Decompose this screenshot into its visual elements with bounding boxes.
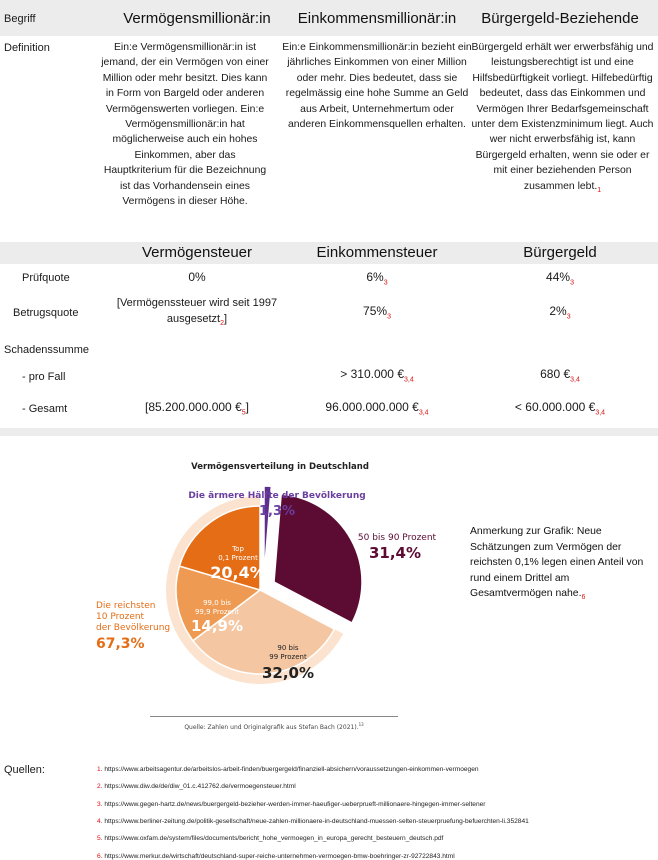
source-number: 2.: [97, 783, 105, 791]
column-header-buergergeld-beziehende: Bürgergeld-Beziehende: [481, 10, 639, 27]
column-header-einkommensmillionaer: Einkommensmillionär:in: [297, 10, 457, 27]
pruefquote-vermoegensteuer: 0%: [188, 270, 206, 284]
value: 75%: [363, 304, 388, 318]
value: 680 €: [540, 367, 571, 381]
footnote-ref: 3: [566, 313, 571, 321]
pruefquote-buergergeld: [462, 270, 658, 286]
definition-buergergeld-text: Bürgergeld erhält wer erwerbsfähig und leistungsberechtigt ist und eine Hilfsbedürftigkeit vorliegt. Hilfebedürftig bedeutet, dass das Einkommen und Vermögen Ihrer Bedarfsgemeinschaft unter dem Existenzminimum liegt. Auch wer nicht erwerbsfähig ist, kann Bürgergeld erhalten, wenn sie oder er mit einer beziehenden Person zusammen lebt.: [471, 42, 654, 192]
column-header-buergergeld: Bürgergeld: [523, 244, 597, 261]
label-poorer-half: Die ärmere Hälfte der Bevölkerung: [188, 491, 366, 501]
source-item[interactable]: [97, 801, 486, 808]
definition-buergergeld: [470, 40, 655, 198]
gesamt-buergergeld: [462, 400, 658, 416]
source-number: 5.: [97, 835, 105, 843]
label-99-999-line2: 99,9 Prozent: [194, 608, 240, 616]
value: > 310.000 €: [340, 367, 404, 381]
value: [85.200.000.000 €: [144, 400, 242, 414]
value-99-999: 14,9%: [190, 617, 244, 635]
value-top-01: 20,4%: [210, 563, 266, 582]
definition-vermoegensmillionaer: Ein:e Vermögensmillionär:in ist jemand, der ein Vermögen von einer Million oder mehr besitzt. Dies kann in Form von Bargeld oder anderen Vermögenswerten vorliegen. Ein:e Vermögensmillionär:in hat möglicherweise auch ein hohes Einkommen, aber das Hauptkriterium für die Bezeichnung ist das Vorhandensein eines Vermögens in dieser Höhe.: [101, 42, 269, 208]
source-link[interactable]: https://www.merkur.de/wirtschaft/deutschland-super-reiche-unternehmen-vermoegen-bmw-boehringer-zr-92722843.html: [104, 852, 455, 860]
gesamt-einkommensteuer: [272, 400, 482, 416]
label-50-90: 50 bis 90 Prozent: [357, 533, 437, 543]
column-header-vermoegensteuer: Vermögensteuer: [141, 244, 253, 261]
label-top-01-line2: 0,1 Prozent: [218, 554, 258, 562]
chart-annotation-text: Anmerkung zur Grafik: Neue Schätzungen zum Vermögen der reichsten 0,1% legen einen Anteil von rund einem Drittel am Gesamtvermögen nahe.: [470, 526, 644, 599]
source-rule: [150, 716, 398, 717]
value: 6%: [366, 270, 384, 284]
value-richest-10: 67,3%: [96, 636, 145, 652]
label-90-99-line1: 90 bis: [277, 644, 299, 652]
pruefquote-einkommensteuer: [272, 270, 482, 286]
column-header-vermoegensmillionaer: Vermögensmillionär:in: [123, 10, 271, 27]
label-richest-10-line1: Die reichsten: [96, 601, 156, 611]
value: 44%: [546, 270, 571, 284]
column-header-begriff: Begriff: [4, 13, 36, 25]
betrugsquote-buergergeld: [462, 304, 658, 320]
source-number: 3.: [97, 800, 105, 808]
label-richest-10-line2: 10 Prozent: [96, 612, 145, 622]
row-label-betrugsquote: Betrugsquote: [13, 307, 79, 319]
value: 2%: [549, 304, 567, 318]
value: 96.000.000.000 €: [325, 400, 419, 414]
footnote-ref: 3,4: [595, 409, 606, 417]
gesamt-vermoegensteuer: [92, 400, 302, 416]
source-item[interactable]: [97, 818, 529, 825]
bracket: ]: [245, 400, 249, 414]
source-link[interactable]: https://www.berliner-zeitung.de/politik-gesellschaft/neue-zahlen-millionaere-in-deutschland-muessen-selten-steuerpruefung-befuerchten-li.352841: [104, 817, 529, 825]
bracket: ]: [224, 313, 228, 325]
chart-source: [150, 722, 398, 731]
footnote-ref: 1: [597, 186, 602, 194]
chart-source-ref: 13: [358, 722, 364, 727]
betrugsquote-einkommensteuer: [272, 304, 482, 320]
row-label-pruefquote: Prüfquote: [22, 272, 70, 284]
sources-label: Quellen:: [4, 764, 45, 776]
value-poorer-half: 1,3%: [258, 504, 296, 519]
label-99-999-line1: 99,0 bis: [203, 599, 231, 607]
value-90-99: 32,0%: [261, 664, 315, 682]
betrugsquote-vermoegensteuer: [92, 295, 302, 332]
label-top-01-line1: Top: [232, 545, 244, 553]
source-item[interactable]: [97, 835, 443, 842]
footnote-ref: 2: [220, 320, 225, 328]
value-line2: ausgesetzt: [166, 313, 221, 325]
source-number: 1.: [97, 766, 105, 773]
footnote-ref: 3: [383, 279, 388, 287]
row-label-pro-fall: - pro Fall: [22, 371, 66, 383]
pro-fall-einkommensteuer: [272, 367, 482, 383]
chart-annotation: [470, 524, 650, 606]
label-richest-10-line3: der Bevölkerung: [96, 623, 171, 633]
source-link[interactable]: https://www.arbeitsagentur.de/arbeitslos-arbeit-finden/buergergeld/finanziell-absichern/voraussetzungen-einkommen-vermoegen: [104, 766, 479, 773]
footnote-ref: 3: [387, 313, 391, 321]
footnote-ref: 3,4: [570, 376, 580, 384]
source-link[interactable]: https://www.oxfam.de/system/files/documents/bericht_hohe_vermoegen_in_europa_gerecht_besteuern_deutsch.pdf: [104, 835, 444, 843]
footnote-ref: 6: [581, 594, 586, 602]
label-90-99-line2: 99 Prozent: [269, 653, 307, 661]
row-label-definition: Definition: [4, 42, 50, 54]
chart-title: Vermögensverteilung in Deutschland: [191, 462, 369, 472]
chart-divider-band: [0, 428, 658, 436]
footnote-ref: 3,4: [404, 376, 414, 384]
source-number: 4.: [97, 817, 105, 825]
column-header-einkommensteuer: Einkommensteuer: [316, 244, 438, 261]
row-label-gesamt: - Gesamt: [22, 403, 68, 415]
source-item[interactable]: [97, 853, 455, 860]
pro-fall-buergergeld: [462, 367, 658, 383]
value: < 60.000.000 €: [514, 400, 596, 414]
footnote-ref: 3: [570, 279, 574, 287]
value-line1: [Vermögenssteuer wird seit 1997: [116, 297, 278, 309]
source-link[interactable]: https://www.gegen-hartz.de/news/buergergeld-bezieher-werden-immer-haeufiger-ueberprueft-millionaere-hingegen-immer-seltener: [104, 800, 486, 808]
value-50-90: 31,4%: [368, 544, 422, 562]
source-number: 6.: [97, 852, 105, 860]
chart-source-text: Quelle: Zahlen und Originalgrafik aus Stefan Bach (2021).: [184, 724, 359, 731]
row-label-schadenssumme: Schadenssumme: [4, 344, 89, 356]
wealth-distribution-pie: [60, 480, 460, 730]
source-item[interactable]: [97, 766, 479, 773]
footnote-ref: 5: [241, 409, 246, 417]
source-link[interactable]: https://www.diw.de/de/diw_01.c.412762.de/vermoegensteuer.html: [104, 783, 296, 791]
source-item[interactable]: [97, 783, 296, 790]
footnote-ref: 3,4: [418, 409, 429, 417]
definition-einkommensmillionaer: Ein:e Einkommensmillionär:in bezieht ein jährliches Einkommen von einer Million oder mehr. Dies bedeutet, dass sie regelmässig eine hohe Summe an Geld aus Arbeit, Unternehmertum oder anderen Einkommensquellen erhalten.: [282, 42, 472, 131]
